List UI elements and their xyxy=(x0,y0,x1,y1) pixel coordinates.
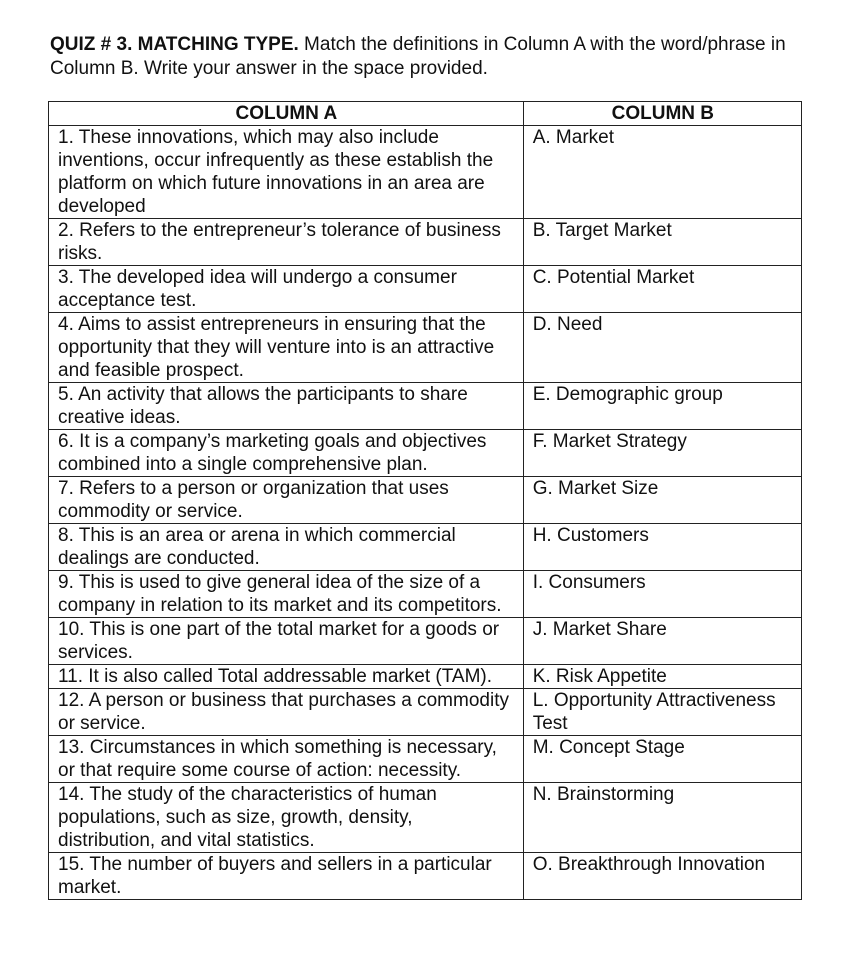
column-b-term: G. Market Size xyxy=(523,477,801,524)
table-row xyxy=(49,665,802,689)
column-a-definition: 12. A person or business that purchases a commodity or service. xyxy=(49,689,524,736)
table-row xyxy=(49,853,802,900)
column-b-term: J. Market Share xyxy=(523,618,801,665)
table-row xyxy=(49,618,802,665)
table-row xyxy=(49,783,802,853)
table-row xyxy=(49,477,802,524)
column-a-definition: 8. This is an area or arena in which commercial dealings are conducted. xyxy=(49,524,524,571)
table-row xyxy=(49,126,802,219)
column-a-definition: 1. These innovations, which may also include inventions, occur infrequently as these establish the platform on which future innovations in an area are developed xyxy=(49,126,524,219)
table-row xyxy=(49,383,802,430)
column-a-definition: 7. Refers to a person or organization that uses commodity or service. xyxy=(49,477,524,524)
column-a-definition: 3. The developed idea will undergo a consumer acceptance test. xyxy=(49,266,524,313)
column-b-term: F. Market Strategy xyxy=(523,430,801,477)
column-b-term: K. Risk Appetite xyxy=(523,665,801,689)
table-row xyxy=(49,689,802,736)
column-a-definition: 15. The number of buyers and sellers in a particular market. xyxy=(49,853,524,900)
quiz-title: QUIZ # 3. MATCHING TYPE. xyxy=(50,34,299,55)
matching-table xyxy=(48,101,802,900)
table-row xyxy=(49,736,802,783)
column-b-term: H. Customers xyxy=(523,524,801,571)
quiz-directions: Match the definitions in Column A with the word/phrase in Column B. Write your answer in the space provided. xyxy=(50,34,786,79)
column-b-term: L. Opportunity Attractiveness Test xyxy=(523,689,801,736)
column-a-definition: 11. It is also called Total addressable market (TAM). xyxy=(49,665,524,689)
column-a-definition: 6. It is a company’s marketing goals and objectives combined into a single comprehensive plan. xyxy=(49,430,524,477)
table-row xyxy=(49,266,802,313)
column-b-term: O. Breakthrough Innovation xyxy=(523,853,801,900)
column-a-definition: 5. An activity that allows the participants to share creative ideas. xyxy=(49,383,524,430)
column-b-term: C. Potential Market xyxy=(523,266,801,313)
column-b-term: D. Need xyxy=(523,313,801,383)
table-row xyxy=(49,524,802,571)
table-row xyxy=(49,313,802,383)
column-b-header: COLUMN B xyxy=(523,102,801,126)
quiz-instructions xyxy=(50,33,810,81)
column-a-definition: 10. This is one part of the total market for a goods or services. xyxy=(49,618,524,665)
table-row xyxy=(49,430,802,477)
column-b-term: A. Market xyxy=(523,126,801,219)
column-b-term: B. Target Market xyxy=(523,219,801,266)
column-a-definition: 2. Refers to the entrepreneur’s tolerance of business risks. xyxy=(49,219,524,266)
column-b-term: I. Consumers xyxy=(523,571,801,618)
column-a-definition: 9. This is used to give general idea of the size of a company in relation to its market and its competitors. xyxy=(49,571,524,618)
column-a-definition: 4. Aims to assist entrepreneurs in ensuring that the opportunity that they will venture into is an attractive and feasible prospect. xyxy=(49,313,524,383)
column-b-term: M. Concept Stage xyxy=(523,736,801,783)
table-row xyxy=(49,571,802,618)
column-b-term: N. Brainstorming xyxy=(523,783,801,853)
column-b-term: E. Demographic group xyxy=(523,383,801,430)
table-row xyxy=(49,219,802,266)
column-a-header: COLUMN A xyxy=(49,102,524,126)
column-a-definition: 13. Circumstances in which something is necessary, or that require some course of action: necessity. xyxy=(49,736,524,783)
table-body xyxy=(49,126,802,900)
column-a-definition: 14. The study of the characteristics of human populations, such as size, growth, density, distribution, and vital statistics. xyxy=(49,783,524,853)
table-header-row xyxy=(49,102,802,126)
